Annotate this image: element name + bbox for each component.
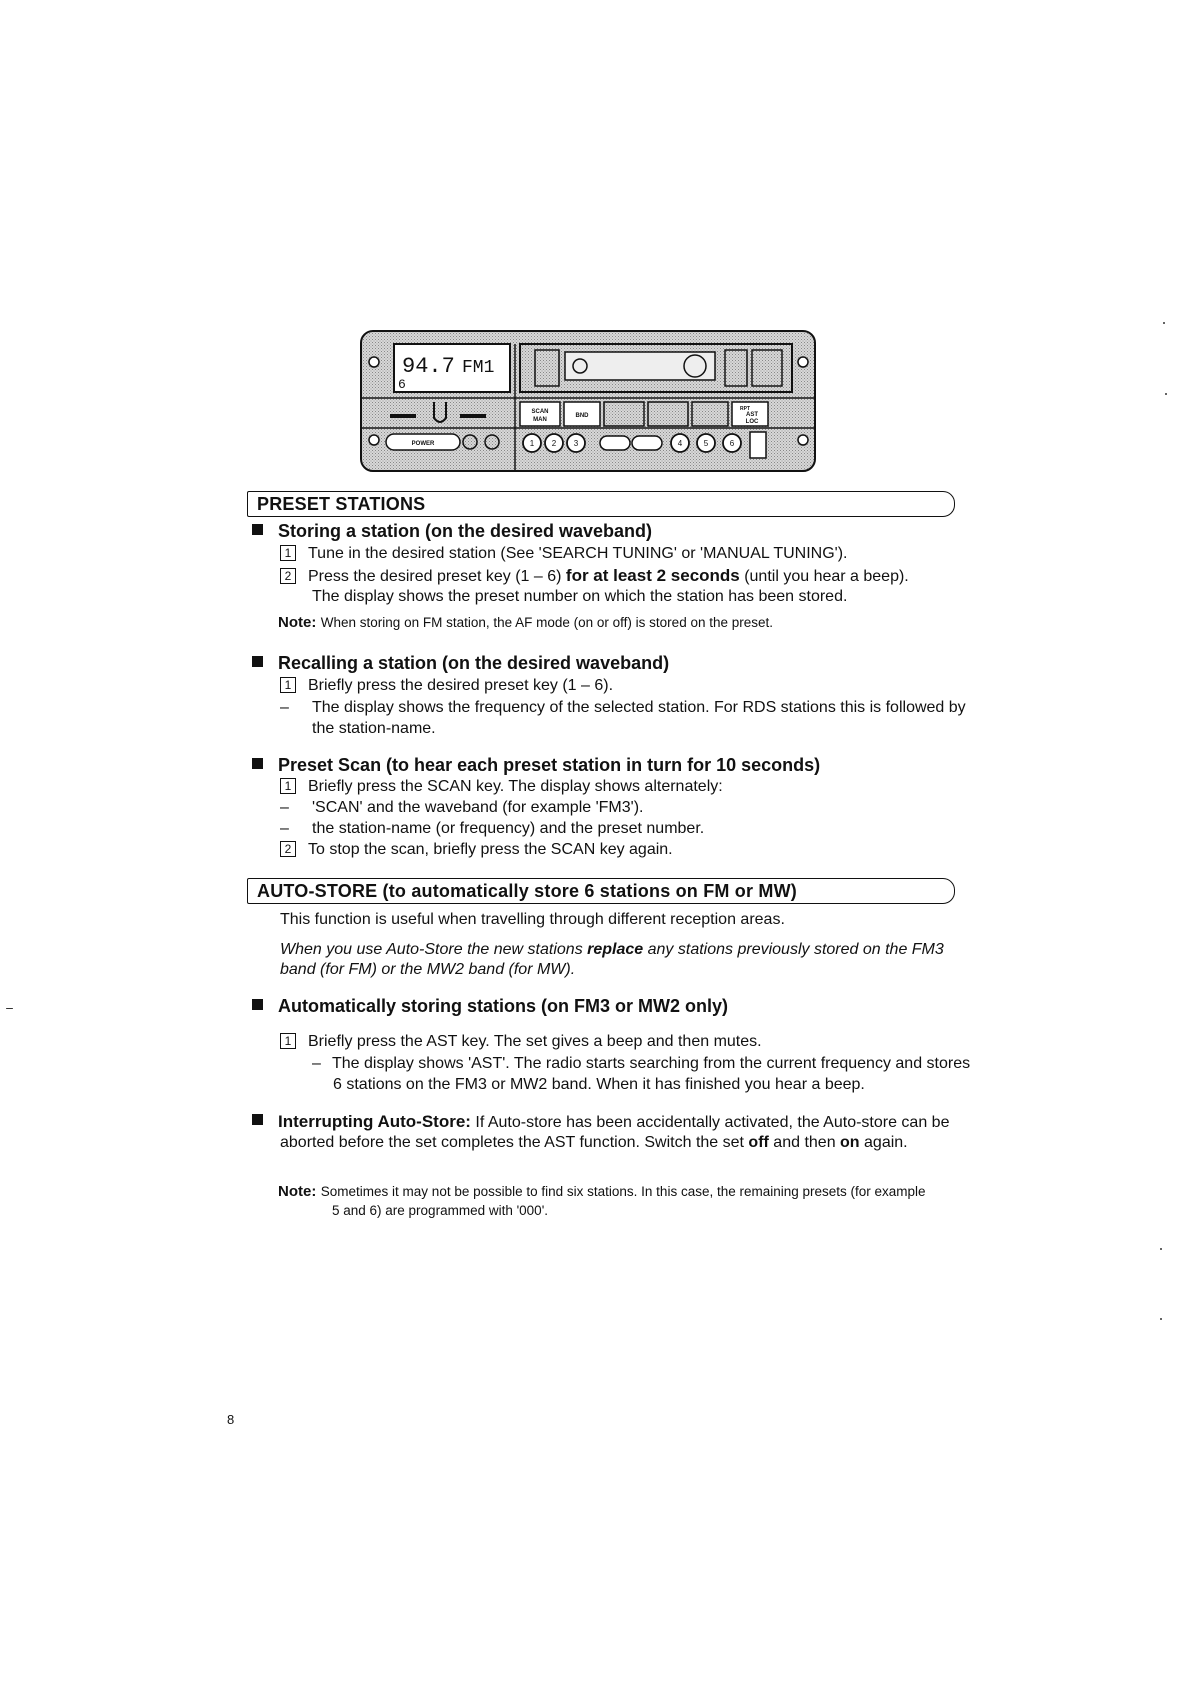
storing-step-1: 1 Tune in the desired station (See 'SEARCH TUNING' or 'MANUAL TUNING'). — [280, 544, 848, 564]
auto-store-warning: When you use Auto-Store the new stations replace any stations previously stored on the FM3 — [280, 941, 944, 958]
preset-key-4: 4 — [677, 439, 683, 448]
preset-key-1: 1 — [529, 439, 535, 448]
scan-step-1: 1 Briefly press the SCAN key. The display shows alternately: — [280, 777, 723, 797]
loc-key-label: LOC — [745, 419, 759, 425]
scan-step-2: 2 To stop the scan, briefly press the SCAN key again. — [280, 840, 673, 860]
car-radio-illustration — [360, 330, 816, 472]
scan-dash-2: – the station-name (or frequency) and the preset number. — [280, 820, 705, 837]
bullet-icon — [252, 758, 263, 769]
auto-store-warning-continued: band (for FM) or the MW2 band (for MW). — [280, 961, 576, 978]
auto-step-1: 1 Briefly press the AST key. The set gives a beep and then mutes. — [280, 1032, 762, 1052]
storing-heading: Storing a station (on the desired waveband) — [252, 521, 652, 542]
step-number-icon: 1 — [280, 778, 296, 794]
bnd-key-label: BND — [575, 413, 589, 419]
step-number-icon: 1 — [280, 677, 296, 693]
auto-store-intro: This function is useful when travelling through different reception areas. — [280, 911, 785, 928]
section-title: AUTO-STORE (to automatically store 6 stations on FM or MW) — [257, 881, 797, 901]
bullet-icon — [252, 524, 263, 535]
scan-key-label: SCAN — [531, 409, 549, 415]
scan-speck — [1163, 322, 1165, 324]
auto-dash-1: – The display shows 'AST'. The radio starts searching from the current frequency and stores — [312, 1055, 971, 1072]
auto-storing-heading: Automatically storing stations (on FM3 or MW2 only) — [252, 996, 728, 1017]
bullet-icon — [252, 656, 263, 667]
auto-store-header — [247, 878, 955, 904]
display-band: FM1 — [462, 358, 495, 378]
scan-speck — [1160, 1248, 1162, 1250]
ast-key-label: AST — [746, 412, 758, 418]
rpt-key-label: RPT — [740, 406, 750, 412]
man-key-label: MAN — [533, 417, 547, 423]
section-title: PRESET STATIONS — [257, 494, 426, 514]
auto-store-note-continued: 5 and 6) are programmed with '000'. — [332, 1203, 549, 1218]
recalling-heading: Recalling a station (on the desired waveband) — [252, 653, 669, 674]
scan-speck — [1160, 1318, 1162, 1320]
scan-speck — [6, 1008, 13, 1009]
preset-stations-header — [247, 491, 955, 517]
scan-speck — [1165, 393, 1167, 395]
display-preset: 6 — [398, 377, 406, 392]
recalling-dash-1-continued: the station-name. — [312, 720, 436, 737]
step-number-icon: 1 — [280, 1033, 296, 1049]
display-frequency: 94.7 — [402, 354, 455, 379]
scan-heading: Preset Scan (to hear each preset station in turn for 10 seconds) — [252, 755, 820, 776]
preset-key-6: 6 — [729, 439, 735, 448]
bullet-icon — [252, 999, 263, 1010]
storing-step-2: 2 Press the desired preset key (1 – 6) for at least 2 seconds (until you hear a beep). — [280, 566, 909, 587]
step-number-icon: 2 — [280, 568, 296, 584]
preset-key-5: 5 — [703, 439, 709, 448]
storing-note: Note: When storing on FM station, the AF mode (on or off) is stored on the preset. — [278, 614, 774, 631]
step-number-icon: 2 — [280, 841, 296, 857]
step-number-icon: 1 — [280, 545, 296, 561]
scan-dash-1: – 'SCAN' and the waveband (for example 'FM3'). — [280, 799, 644, 816]
auto-dash-1-continued: 6 stations on the FM3 or MW2 band. When it has finished you hear a beep. — [333, 1076, 865, 1093]
preset-key-3: 3 — [573, 439, 579, 448]
power-key-label: POWER — [411, 441, 435, 447]
auto-store-note: Note: Sometimes it may not be possible to find six stations. In this case, the remaining presets (for example — [278, 1183, 926, 1200]
interrupt-paragraph-continued: aborted before the set completes the AST function. Switch the set off and then on again. — [280, 1134, 908, 1151]
bullet-icon — [252, 1114, 263, 1125]
recalling-step-1: 1 Briefly press the desired preset key (1 – 6). — [280, 676, 613, 696]
interrupt-paragraph: Interrupting Auto-Store: If Auto-store has been accidentally activated, the Auto-store can be — [252, 1112, 949, 1133]
storing-step-2-continued: The display shows the preset number on which the station has been stored. — [312, 588, 848, 605]
recalling-dash-1: – The display shows the frequency of the selected station. For RDS stations this is followed by — [280, 699, 966, 716]
page-number: 8 — [227, 1412, 235, 1427]
preset-key-2: 2 — [551, 439, 557, 448]
